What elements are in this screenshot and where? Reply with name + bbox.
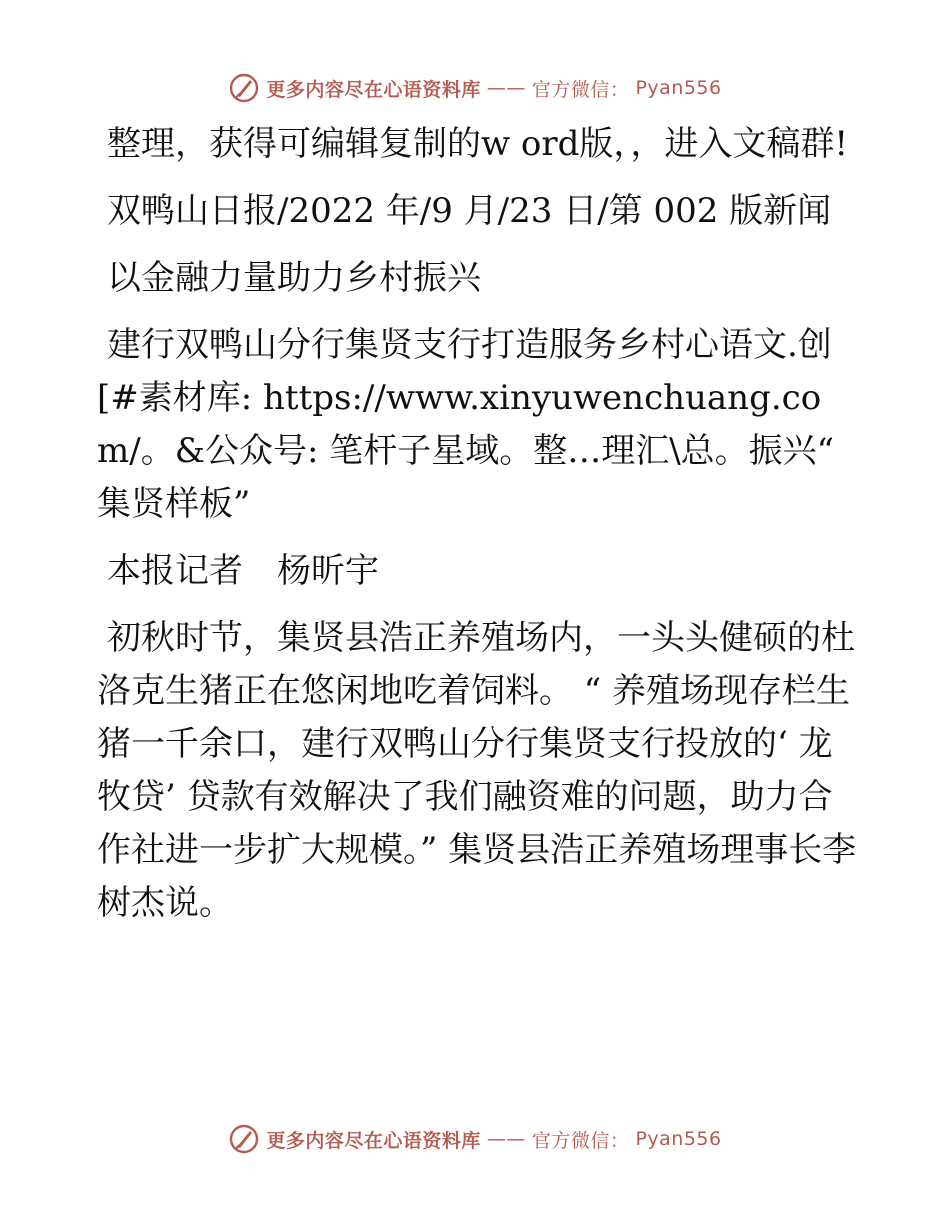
banner-wechat-label: 官方微信： <box>531 1129 630 1152</box>
source-line: 双鸭山日报/2022 年/9 月/23 日/第 002 版新闻 <box>107 191 832 231</box>
banner-dash: —— <box>486 77 526 99</box>
article-paragraph: 初秋时节，集贤县浩正养殖场内，一头头健硕的杜洛克生猪正在悠闲地吃着饲料。 “ 养殖场现存栏生猪一千余口，建行双鸭山分行集贤支行投放的‘ 龙牧贷’ 贷款有效解决了我们融资难的问题，助力合作社进一步扩大规模。” 集贤县浩正养殖场理事长李树杰说。 <box>97 618 857 923</box>
article-body <box>97 118 857 944</box>
quill-logo-icon <box>228 1123 260 1155</box>
banner-wechat-id: Pyan556 <box>635 77 722 99</box>
quill-logo-icon <box>228 72 260 104</box>
article-title: 以金融力量助力乡村振兴 <box>107 258 481 298</box>
footer-banner <box>0 1123 950 1155</box>
banner-title: 更多内容尽在心语资料库 <box>266 1129 481 1152</box>
banner-wechat-label: 官方微信： <box>531 78 630 101</box>
banner-title: 更多内容尽在心语资料库 <box>266 78 481 101</box>
banner-dash: —— <box>486 1128 526 1150</box>
banner-wechat-id: Pyan556 <box>635 1128 722 1150</box>
byline: 本报记者 杨昕宇 <box>107 551 379 591</box>
article-subtitle: 建行双鸭山分行集贤支行打造服务乡村心语文.创[#素材库: https://www.xinyuwenchuang.com/。&公众号: 笔杆子星域。整…理汇\总。振兴“ 集贤样板” <box>97 325 835 524</box>
intro-line: 整理，获得可编辑复制的w ord版，，进入文稿群! <box>107 124 849 164</box>
header-banner <box>0 72 950 104</box>
